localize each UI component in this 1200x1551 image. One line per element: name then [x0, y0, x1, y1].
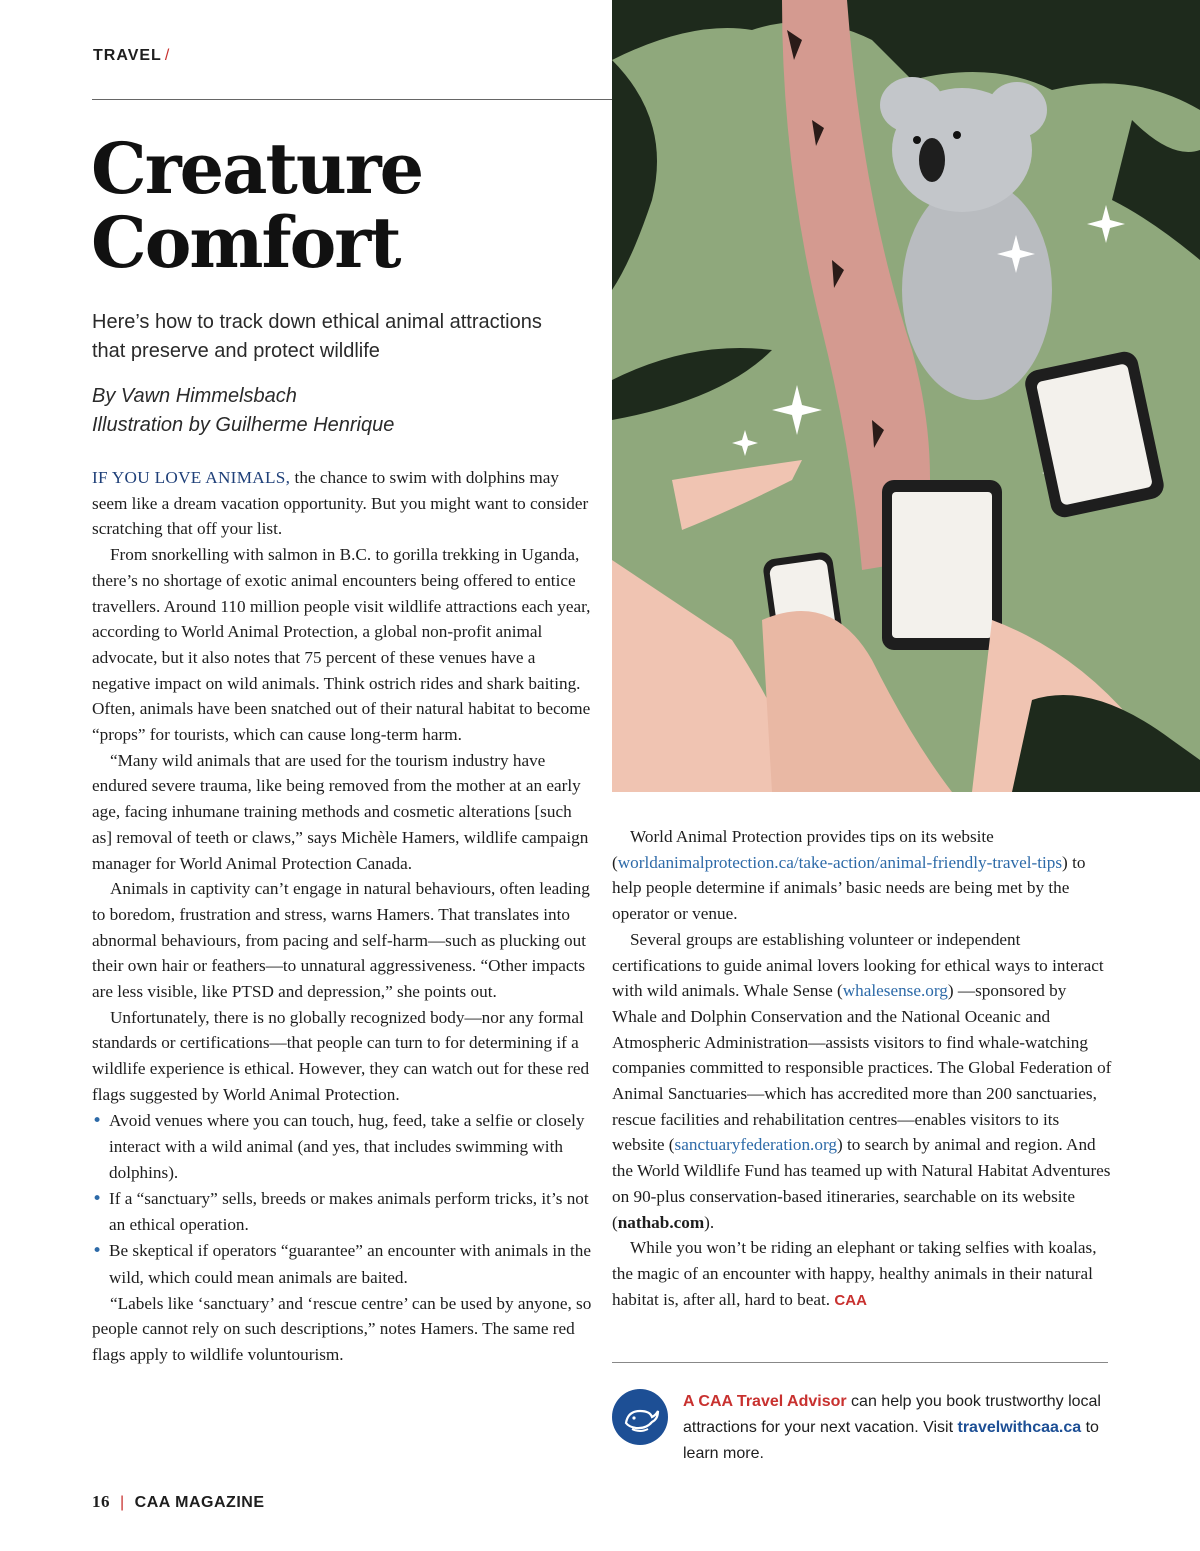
body-paragraph — [612, 824, 1112, 927]
bullet-item — [92, 1238, 592, 1290]
bullet-text: Avoid venues where you can touch, hug, feed, take a selfie or closely interact with a wild animal (and yes, that includes swimming with dolphins). — [109, 1110, 585, 1182]
body-paragraph — [92, 465, 592, 542]
page-footer — [92, 1492, 265, 1512]
body-paragraph: “Many wild animals that are used for the tourism industry have endured severe trauma, like being removed from the mother at an early age, facing inhumane training methods and cosmetic alterations [such as] removal of teeth or claws,” says Michèle Hamers, wildlife campaign manager for World Animal Protection Canada. — [92, 750, 589, 873]
link-sanctuaryfederation[interactable]: sanctuaryfederation.org — [674, 1135, 837, 1155]
whale-logo-icon — [612, 1389, 668, 1445]
callout-text — [683, 1389, 1103, 1467]
body-paragraph: Unfortunately, there is no globally recognized body—nor any formal standards or certifications—that people can turn to for determining if a wildlife experience is ethical. However, they can watch out for these red flags suggested by World Animal Protection. — [92, 1007, 590, 1104]
bullet-icon: • — [92, 1188, 103, 1209]
article-title — [91, 127, 423, 284]
link-travelwithcaa[interactable]: travelwithcaa.ca — [957, 1419, 1082, 1436]
bullet-icon: • — [92, 1110, 103, 1131]
body-paragraph: Animals in captivity can’t engage in natural behaviours, often leading to boredom, frustration and stress, warns Hamers. That translates into abnormal behaviours, from pacing and self-harm—such as plucking out their own hair or feathers—to unnatural aggressiveness. “Other impacts are less visible, like PTSD and depression,” she points out. — [92, 879, 590, 1002]
page-number: 16 — [92, 1492, 110, 1511]
body-paragraph — [612, 1235, 1112, 1313]
callout-body: to learn more. — [683, 1419, 1099, 1462]
paragraph-text: World Animal Protection provides tips on its website ( — [612, 827, 994, 872]
callout-body: can help you book trustworthy local attractions for your next vacation. Visit — [683, 1393, 1101, 1436]
callout-rule — [612, 1362, 1108, 1363]
body-paragraph: “Labels like ‘sanctuary’ and ‘rescue centre’ can be used by anyone, so people cannot rely on such descriptions,” notes Hamers. The same red flags apply to wildlife voluntourism. — [92, 1293, 592, 1364]
bullet-item — [92, 1108, 592, 1186]
link-nathab[interactable]: nathab.com — [617, 1212, 705, 1232]
paragraph-text: ). — [704, 1212, 715, 1232]
paragraph-text: the chance to swim with dolphins may seem like a dream vacation opportunity. But you might want to consider scratching that off your list. — [92, 468, 589, 539]
paragraph-text: Several groups are establishing volunteer or independent certifications to guide animal lovers looking for ethical ways to interact with wild animals. Whale Sense ( — [612, 929, 1104, 1001]
paragraph-text: ) to search by animal and region. And the World Wildlife Fund has teamed up with Natural Habitat Adventures on 90-plus conservation-based itineraries, searchable on its website ( — [612, 1135, 1111, 1232]
section-name: TRAVEL — [93, 47, 162, 64]
header-rule — [92, 99, 612, 100]
paragraph-text: ) to help people determine if animals’ basic needs are being met by the operator or venue. — [612, 852, 1086, 924]
bullet-text: Be skeptical if operators “guarantee” an encounter with animals in the wild, which could mean animals are baited. — [109, 1241, 592, 1287]
byline-author: By Vawn Himmelsbach — [92, 385, 297, 407]
lead-in: IF YOU LOVE ANIMALS, — [92, 468, 291, 487]
bullet-icon: • — [92, 1241, 103, 1262]
body-paragraph — [612, 927, 1112, 1235]
paragraph-text: While you won’t be riding an elephant or taking selfies with koalas, the magic of an encounter with happy, healthy animals in their natural habitat is, after all, hard to beat. — [612, 1238, 1097, 1309]
bullet-text: If a “sanctuary” sells, breeds or makes animals perform tricks, it’s not an ethical operation. — [109, 1188, 589, 1235]
byline — [92, 382, 394, 440]
body-column-left — [92, 465, 592, 1368]
section-label — [93, 47, 170, 65]
folio-separator: | — [120, 1494, 125, 1511]
body-column-right — [612, 824, 1112, 1313]
magazine-name: CAA MAGAZINE — [134, 1494, 265, 1511]
title-line-2: Comfort — [91, 201, 400, 284]
body-paragraph: From snorkelling with salmon in B.C. to gorilla trekking in Uganda, there’s no shortage of exotic animal encounters being offered to entice travellers. Around 110 million people visit wildlife attractions each year, according to World Animal Protection, a global non-profit animal advocate, but it also notes that 75 percent of these venues have a negative impact on wild animals. Think ostrich rides and shark baiting. Often, animals have been snatched out of their natural habitat to become “props” for tourists, which can cause long-term harm. — [92, 545, 591, 745]
illustration-image — [612, 0, 1200, 792]
whale-glyph-icon — [612, 1389, 668, 1445]
end-mark: CAA — [834, 1291, 867, 1309]
byline-illustrator: Illustration by Guilherme Henrique — [92, 414, 395, 436]
paragraph-text: ) —sponsored by Whale and Dolphin Conservation and the National Oceanic and Atmospheric Administration—assists visitors to find whale-watching companies committed to responsible practices. The Global Federation of Animal Sanctuaries—which has accredited more than 200 sanctuaries, rescue facilities and rehabilitation centres—enables visitors to its website ( — [612, 981, 1112, 1155]
link-whalesense[interactable]: whalesense.org — [842, 981, 948, 1001]
article-dek: Here’s how to track down ethical animal attractions that preserve and protect wildlife — [92, 311, 542, 362]
title-line-1: Creature — [91, 127, 423, 210]
link-worldanimalprotection[interactable]: worldanimalprotection.ca/take-action/animal-friendly-travel-tips — [617, 852, 1063, 872]
section-slash: / — [164, 47, 171, 64]
koala-illustration — [612, 0, 1200, 792]
callout-lead: A CAA Travel Advisor — [683, 1393, 847, 1410]
bullet-item — [92, 1186, 592, 1238]
